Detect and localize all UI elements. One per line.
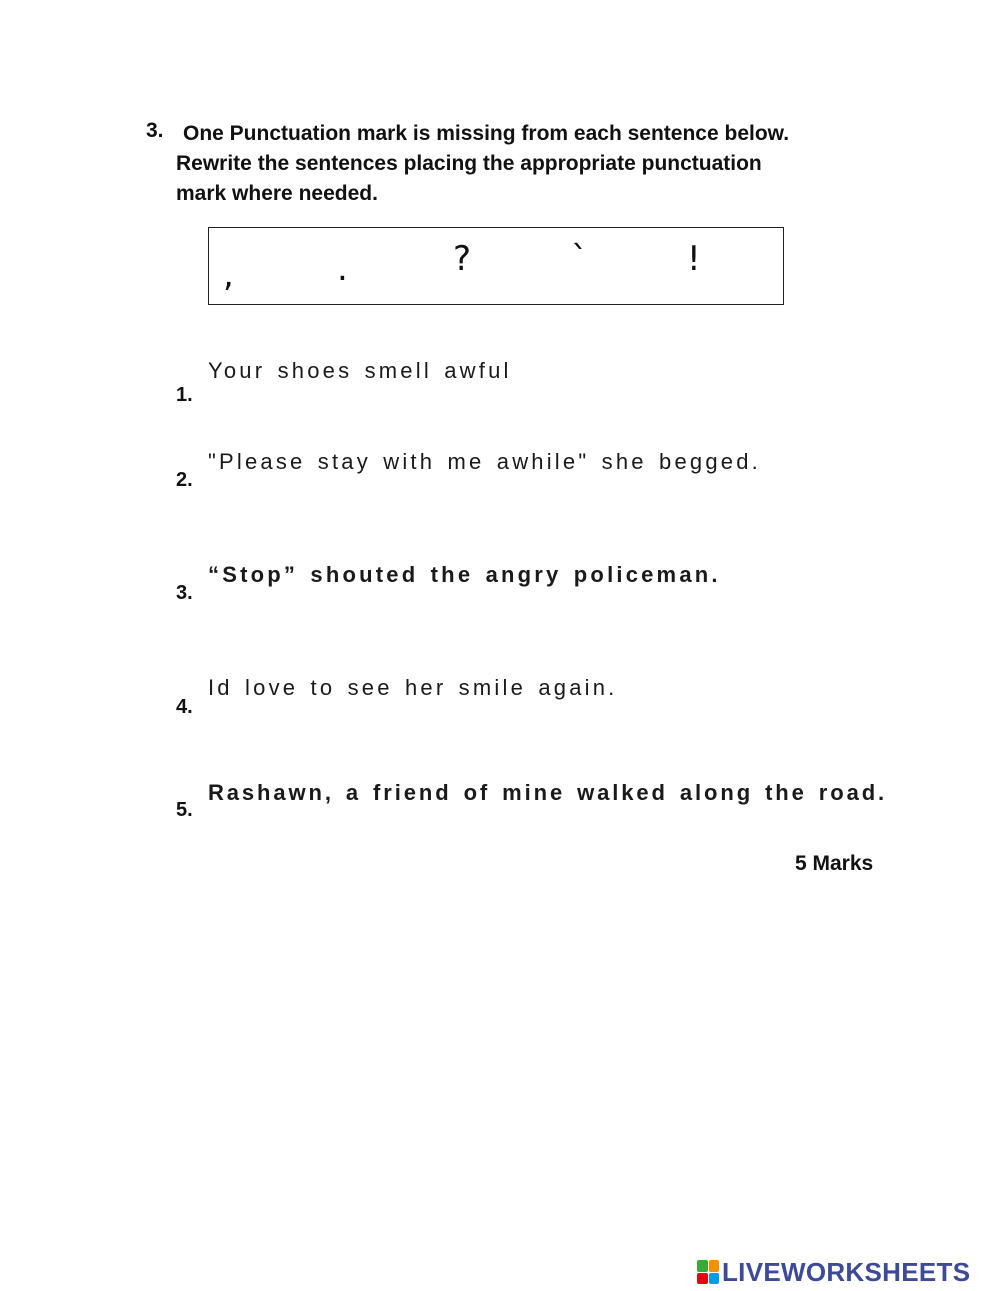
sentence-text: “Stop” shouted the angry policeman.: [208, 562, 721, 587]
sentence-text: Id love to see her smile again.: [208, 675, 618, 700]
logo-tile: [709, 1273, 720, 1285]
liveworksheets-logo-icon: [697, 1260, 719, 1284]
sentence-number: 4.: [176, 696, 193, 718]
punctuation-mark-exclamation: !: [687, 239, 701, 279]
sentence-text: "Please stay with me awhile" she begged.: [208, 449, 761, 474]
sentence-number: 3.: [176, 582, 193, 604]
punctuation-mark-comma: ,: [223, 255, 234, 295]
question-instructions: [176, 119, 876, 209]
sentence-text: Your shoes smell awful: [208, 358, 512, 383]
punctuation-mark-period: .: [337, 249, 348, 289]
brand-name: LIVEWORKSHEETS: [722, 1256, 971, 1287]
sentence-number: 2.: [176, 469, 193, 491]
punctuation-options-box: [208, 227, 784, 305]
punctuation-mark-question: ?: [453, 239, 472, 279]
liveworksheets-branding: [697, 1258, 970, 1286]
sentence-number: 5.: [176, 799, 193, 821]
instruction-line: Rewrite the sentences placing the appropriate punctuation: [176, 152, 762, 175]
logo-tile: [697, 1260, 708, 1272]
question-number: 3.: [146, 119, 164, 142]
sentence-number: 1.: [176, 384, 193, 406]
punctuation-mark-apostrophe: `: [571, 239, 588, 279]
sentence-text: Rashawn, a friend of mine walked along the road.: [208, 780, 888, 805]
total-marks: 5 Marks: [795, 852, 874, 875]
instruction-line: mark where needed.: [176, 182, 378, 205]
logo-tile: [709, 1260, 720, 1272]
logo-tile: [697, 1273, 708, 1285]
instruction-line: One Punctuation mark is missing from each sentence below.: [183, 122, 790, 145]
